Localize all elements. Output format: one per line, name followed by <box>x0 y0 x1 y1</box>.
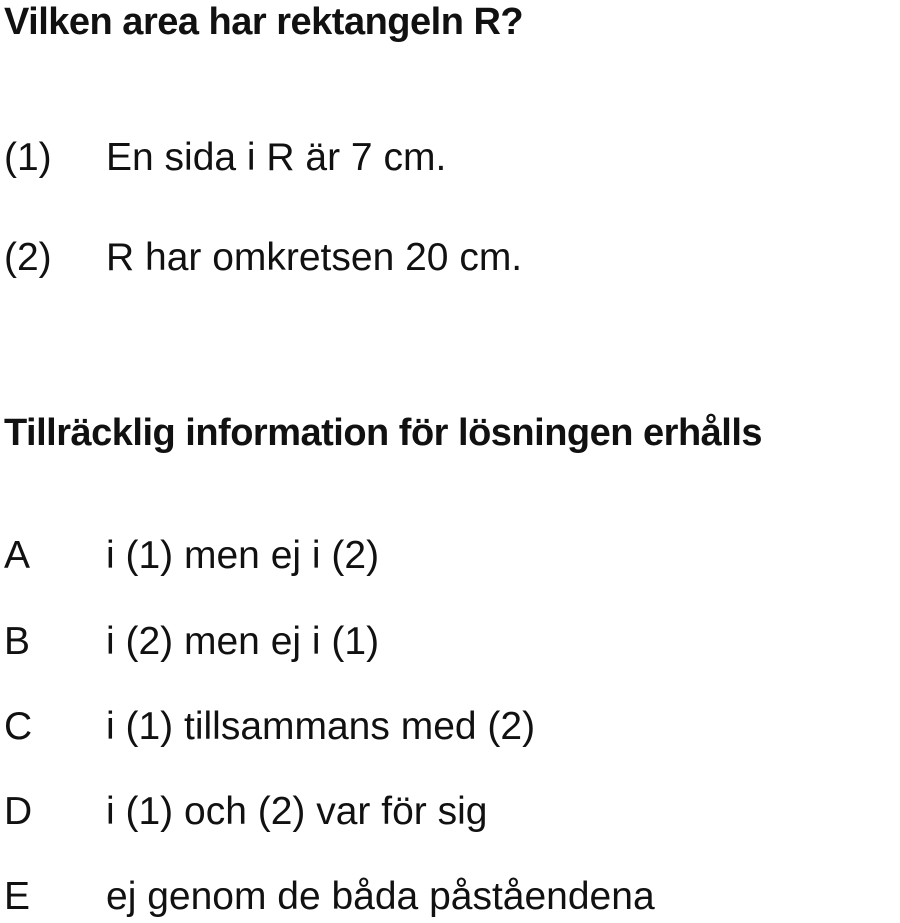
option-letter: B <box>4 620 31 663</box>
option-letter: C <box>4 705 33 748</box>
option-letter: E <box>4 875 31 918</box>
statement-marker: (1) <box>4 136 52 179</box>
option-text: i (1) och (2) var för sig <box>106 790 488 833</box>
question-title: Vilken area har rektangeln R? <box>4 1 524 43</box>
statement-text: En sida i R är 7 cm. <box>106 136 447 179</box>
option-text: i (1) tillsammans med (2) <box>106 705 536 748</box>
option-text: i (1) men ej i (2) <box>106 534 380 577</box>
option-letter: A <box>4 534 31 577</box>
info-title: Tillräcklig information för lösningen erhålls <box>4 412 763 454</box>
statement-marker: (2) <box>4 236 52 279</box>
option-text: i (2) men ej i (1) <box>106 620 380 663</box>
option-text: ej genom de båda påståendena <box>106 875 655 918</box>
option-letter: D <box>4 790 33 833</box>
statement-text: R har omkretsen 20 cm. <box>106 236 523 279</box>
